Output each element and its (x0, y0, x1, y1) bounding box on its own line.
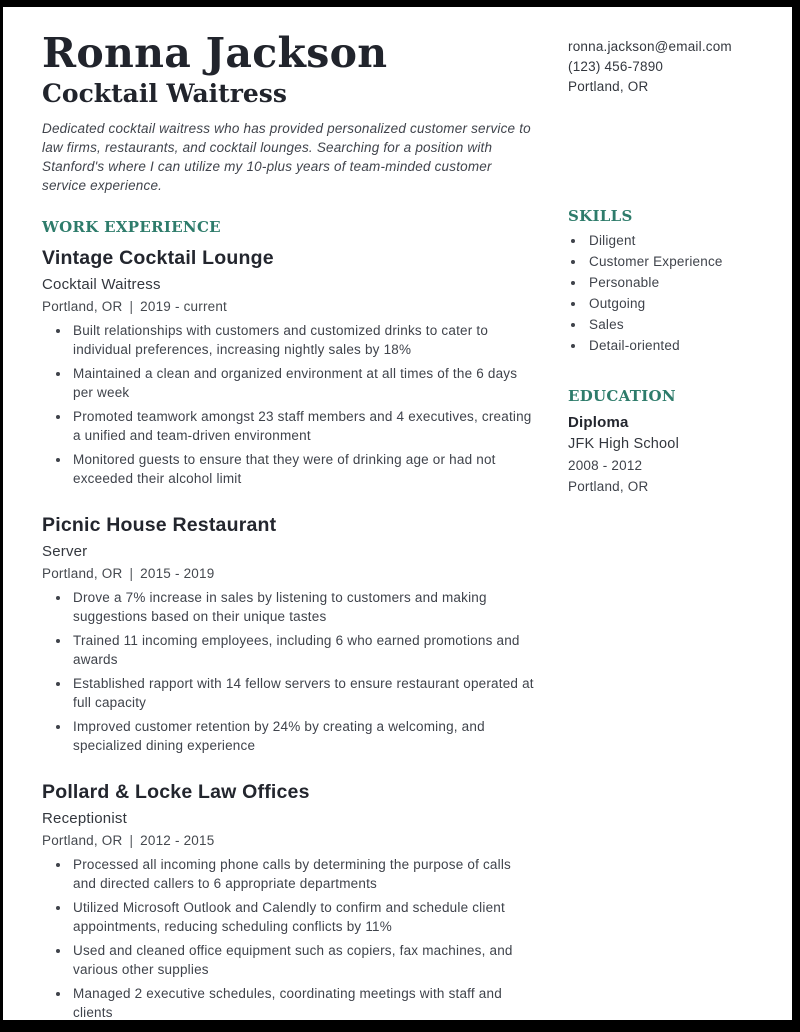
resume-header (42, 30, 534, 195)
job-bullet: • Promoted teamwork amongst 23 staff members and 4 executives, creating a unified and team-driven environment (71, 407, 534, 445)
company-name: Pollard & Locke Law Offices (42, 780, 310, 803)
resume-content (3, 7, 792, 1020)
job-role: Receptionist (42, 809, 127, 827)
skill-item: • Customer Experience (586, 254, 758, 270)
job-bullet: • Utilized Microsoft Outlook and Calendly to confirm and schedule client appointments, reducing scheduling conflicts by 11% (71, 898, 534, 936)
candidate-title: Cocktail Waitress (42, 79, 287, 109)
contact-location: Portland, OR (568, 79, 649, 94)
job-meta (42, 299, 534, 314)
company-name: Vintage Cocktail Lounge (42, 246, 274, 269)
job-bullet-list (42, 588, 534, 755)
meta-separator: | (129, 832, 134, 848)
job-dates: 2012 - 2015 (140, 832, 215, 848)
job-bullet: • Used and cleaned office equipment such as copiers, fax machines, and various other supplies (71, 941, 534, 979)
left-column (42, 30, 534, 1020)
education-dates: 2008 - 2012 (568, 458, 643, 473)
job-location: Portland, OR (42, 832, 123, 848)
job-dates: 2019 - current (140, 298, 228, 314)
job-location: Portland, OR (42, 298, 123, 314)
job-bullet-list (42, 855, 534, 1020)
skills-section (568, 207, 758, 354)
job-dates: 2015 - 2019 (140, 565, 215, 581)
job-bullet: • Maintained a clean and organized environment at all times of the 6 days per week (71, 364, 534, 402)
job-location: Portland, OR (42, 565, 123, 581)
job-bullet-list (42, 321, 534, 488)
meta-separator: | (129, 565, 134, 581)
company-name: Picnic House Restaurant (42, 513, 277, 536)
candidate-name: Ronna Jackson (42, 29, 388, 77)
meta-separator: | (129, 298, 134, 314)
job-bullet: • Processed all incoming phone calls by determining the purpose of calls and directed callers to 6 appropriate departments (71, 855, 534, 893)
skill-item: • Detail-oriented (586, 338, 758, 354)
education-location: Portland, OR (568, 479, 649, 494)
skill-item: • Sales (586, 317, 758, 333)
contact-phone: (123) 456-7890 (568, 59, 664, 74)
skills-list (568, 233, 758, 354)
job-entry (42, 514, 534, 755)
skill-item: • Personable (586, 275, 758, 291)
job-meta (42, 833, 534, 848)
education-section (568, 387, 758, 494)
education-degree: Diploma (568, 414, 629, 431)
contact-email: ronna.jackson@email.com (568, 39, 732, 54)
skills-heading: SKILLS (568, 207, 633, 225)
job-bullet: • Built relationships with customers and customized drinks to cater to individual preferences, increasing nightly sales by 18% (71, 321, 534, 359)
skill-item: • Diligent (586, 233, 758, 249)
job-entry (42, 247, 534, 488)
contact-block (568, 37, 758, 97)
job-role: Server (42, 542, 88, 560)
job-bullet: • Managed 2 executive schedules, coordinating meetings with staff and clients (71, 984, 534, 1020)
education-heading: EDUCATION (568, 387, 676, 405)
work-experience-heading: WORK EXPERIENCE (42, 217, 221, 236)
right-column (568, 30, 758, 1020)
education-school: JFK High School (568, 436, 679, 452)
job-bullet: • Trained 11 incoming employees, including 6 who earned promotions and awards (71, 631, 534, 669)
job-bullet: • Established rapport with 14 fellow servers to ensure restaurant operated at full capacity (71, 674, 534, 712)
skill-item: • Outgoing (586, 296, 758, 312)
resume-page (3, 7, 792, 1020)
job-entry (42, 781, 534, 1020)
job-bullet: • Monitored guests to ensure that they were of drinking age or had not exceeded their alcohol limit (71, 450, 534, 488)
job-bullet: • Drove a 7% increase in sales by listening to customers and making suggestions based on their unique tastes (71, 588, 534, 626)
job-meta (42, 566, 534, 581)
summary-text: Dedicated cocktail waitress who has provided personalized customer service to law firms, restaurants, and cocktail lounges. Searching for a position with Stanford's where I can utilize my 10-plus years of team-minded customer service experience. (42, 120, 531, 193)
job-role: Cocktail Waitress (42, 275, 161, 293)
job-bullet: • Improved customer retention by 24% by creating a welcoming, and specialized dining experience (71, 717, 534, 755)
